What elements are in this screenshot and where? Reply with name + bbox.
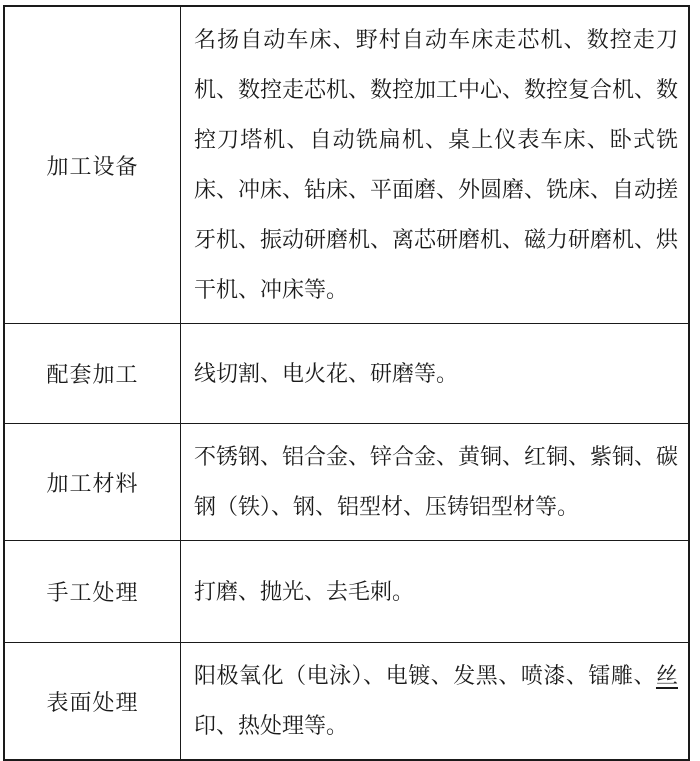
capability-table bbox=[3, 5, 690, 761]
table-row bbox=[5, 540, 688, 642]
row-content-pre: 阳极氧化（电泳）、电镀、发黑、喷漆、镭雕、 bbox=[194, 663, 656, 688]
table-row bbox=[5, 423, 688, 540]
table-row bbox=[5, 642, 688, 759]
row-content-cell bbox=[181, 424, 688, 540]
row-label-cell bbox=[5, 7, 181, 323]
row-label: 手工处理 bbox=[46, 580, 139, 605]
table-row bbox=[5, 323, 688, 423]
row-content-cell bbox=[181, 541, 688, 642]
row-content-cell bbox=[181, 7, 688, 323]
row-content-post: 印、热处理等。 bbox=[194, 713, 349, 738]
table-row bbox=[5, 7, 688, 323]
row-content-underlined: 丝 bbox=[655, 663, 678, 688]
row-label-cell bbox=[5, 541, 181, 642]
row-content: 打磨、抛光、去毛刺。 bbox=[194, 578, 415, 604]
row-label-cell bbox=[5, 643, 181, 759]
row-content-cell bbox=[181, 324, 688, 423]
row-content-cell bbox=[181, 643, 688, 759]
row-label-cell bbox=[5, 424, 181, 540]
row-label-cell bbox=[5, 324, 181, 423]
row-content bbox=[194, 651, 678, 751]
row-label: 加工设备 bbox=[46, 153, 139, 179]
row-label: 表面处理 bbox=[46, 689, 139, 715]
row-label: 配套加工 bbox=[46, 362, 139, 387]
row-content: 线切割、电火花、研磨等。 bbox=[194, 360, 459, 386]
row-content: 名扬自动车床、野村自动车床走芯机、数控走刀机、数控走芯机、数控加工中心、数控复合机、数控刀塔机、自动铣扁机、桌上仪表车床、卧式铣床、冲床、钻床、平面磨、外圆磨、铣床、自动搓牙机、振动研磨机、离芯研磨机、磁力研磨机、烘干机、冲床等。 bbox=[194, 27, 679, 302]
row-content: 不锈钢、铝合金、锌合金、黄铜、红铜、紫铜、碳钢（铁）、钢、铝型材、压铸铝型材等。 bbox=[194, 444, 679, 519]
row-label: 加工材料 bbox=[46, 470, 139, 496]
